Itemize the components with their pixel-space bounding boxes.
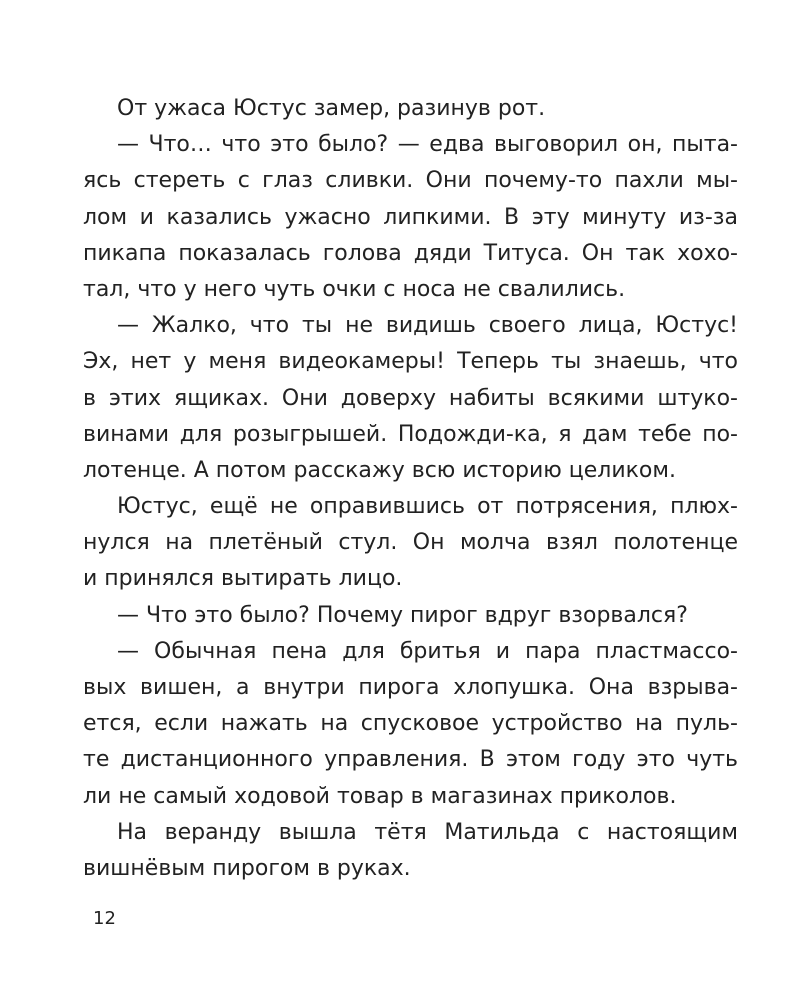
text-line: — Что это было? Почему пирог вдруг взорвался? xyxy=(117,602,688,628)
text-line: От ужаса Юстус замер, разинув рот. xyxy=(117,96,546,121)
text-line: Юстус, ещё не оправившись от потрясения, плюх- xyxy=(117,494,738,520)
text-line: На веранду вышла тётя Матильда с настоящим xyxy=(117,819,738,845)
text-line: и принялся вытирать лицо. xyxy=(83,566,403,592)
text-line: ется, если нажать на спусковое устройство на пуль- xyxy=(83,711,738,737)
text-line: вых вишен, а внутри пирога хлопушка. Она взрыва- xyxy=(83,675,738,700)
text-line: в этих ящиках. Они доверху набиты всякими штуко- xyxy=(83,385,738,411)
text-line: ясь стереть с глаз сливки. Они почему-то пахли мы- xyxy=(83,168,738,194)
text-line: вишнёвым пирогом в руках. xyxy=(83,855,411,881)
text-line: Эх, нет у меня видеокамеры! Теперь ты знаешь, что xyxy=(83,349,738,375)
text-line: — Что… что это было? — едва выговорил он, пыта- xyxy=(117,132,738,158)
text-line: те дистанционного управления. В этом году это чуть xyxy=(83,747,738,773)
text-line: ли не самый ходовой товар в магазинах приколов. xyxy=(83,783,677,809)
text-line: лом и казались ужасно липкими. В эту минуту из-за xyxy=(83,204,738,230)
text-line: лотенце. А потом расскажу всю историю целиком. xyxy=(83,457,676,483)
text-line: — Жалко, что ты не видишь своего лица, Юстус! xyxy=(117,313,738,339)
text-line: нулся на плетёный стул. Он молча взял полотенце xyxy=(83,530,738,556)
text-line: винами для розыгрышей. Подожди-ка, я дам тебе по- xyxy=(83,421,738,447)
page-body-text xyxy=(83,91,738,887)
text-line: пикапа показалась голова дяди Титуса. Он так хохо- xyxy=(83,240,738,266)
text-line: — Обычная пена для бритья и пара пластмассо- xyxy=(117,638,738,664)
page-number: 12 xyxy=(93,908,116,929)
text-line: тал, что у него чуть очки с носа не свалились. xyxy=(83,276,626,302)
